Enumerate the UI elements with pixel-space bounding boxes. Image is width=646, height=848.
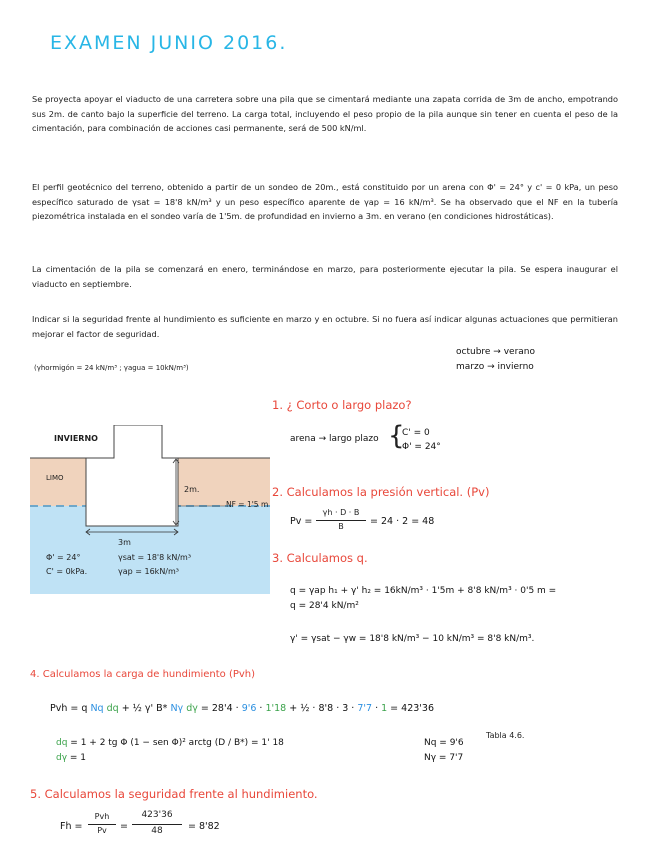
step-5-bar-1: [88, 824, 116, 825]
eq-part-a: Pvh = q: [50, 703, 88, 714]
step-5-num-1: Pvh: [94, 812, 110, 821]
dy-value: = 1: [67, 753, 87, 763]
pile-and-footing: [86, 425, 178, 526]
statement-paragraph-1: Se proyecta apoyar el viaducto de una carretera sobre una pila que se cimentará mediante una zapata corrida de 3m de ancho, empotrando sus 2m. de canto bajo la superficie del terreno. La carga total, incluyendo el peso propio de la pila aunque sin tener en cuenta el peso de la cimentación, para combinación de acciones casi permanente, será de 500 kN/ml.: [32, 94, 618, 134]
ny-value: Nγ = 7'7: [424, 753, 464, 763]
step-4-equation: [50, 703, 434, 714]
step-2-lhs: Pv =: [290, 516, 313, 527]
eq-dy: dγ: [186, 703, 198, 714]
step-5-lhs: Fh =: [60, 821, 83, 832]
step-5-den-2: 48: [151, 826, 163, 836]
step-5-title: 5. Calculamos la seguridad frente al hundimiento.: [30, 787, 318, 801]
eq-part-d: ·: [256, 703, 266, 714]
nq-value: Nq = 9'6: [424, 738, 464, 748]
dq-formula: = 1 + 2 tg Φ (1 − sen Φ)² arctg (D / B*) = 1' 18: [67, 738, 284, 748]
step-2-denominator: B: [338, 522, 344, 531]
dq-label: dq: [56, 738, 68, 748]
eq-part-g: = 423'36: [387, 703, 434, 714]
eq-77: 7'7: [357, 703, 373, 714]
step-2-result: = 24 · 2 = 48: [370, 516, 435, 527]
step-2-fraction-bar: [316, 520, 366, 521]
table-reference: Tabla 4.6.: [486, 731, 525, 740]
figure-season-label: INVIERNO: [54, 434, 98, 443]
depth-label: 2m.: [184, 485, 200, 494]
statement-paragraph-2: El perfil geotécnico del terreno, obtenido a partir de un sondeo de 20m., está constituido por un arena con Φ' = 24° y c' = 0 kPa, un peso específico saturado de γsat = 18'8 kN/m³ y un peso específico aparente de γap = 16 kN/m³. Se ha observado que el NF en la tubería piezométrica instalada en el sondeo varía de 1'5m. de profundidad en invierno a 3m. en verano (en condiciones hidrostáticas).: [32, 182, 618, 222]
eq-nq: Nq: [90, 703, 104, 714]
step-3-title: 3. Calculamos q.: [272, 551, 368, 565]
step-1-title: 1. ¿ Corto o largo plazo?: [272, 398, 412, 412]
statement-paragraph-4: Indicar si la seguridad frente al hundimiento es suficiente en marzo y en octubre. Si no fuera así indicar algunas actuaciones que permitieran mejorar el factor de seguridad.: [32, 314, 618, 339]
step-5-num-2: 423'36: [141, 810, 173, 820]
brace: {: [388, 421, 405, 451]
gamma-ap-label: γap = 16kN/m³: [118, 567, 179, 576]
eq-1: 1: [381, 703, 388, 714]
step-2-numerator: γh · D · B: [322, 508, 360, 517]
eq-part-f: ·: [372, 703, 382, 714]
eq-part-c: = 28'4 ·: [197, 703, 242, 714]
step-1-cohesion: C' = 0: [402, 428, 430, 438]
step-5-equals: =: [120, 821, 128, 832]
nf-label: NF = 1'5 m: [226, 500, 269, 509]
statement-paragraph-3: La cimentación de la pila se comenzará en enero, terminándose en marzo, para posteriormente ejecutar la pila. Se espera inaugurar el viaducto en septiembre.: [32, 264, 618, 289]
eq-part-b: + ½ γ' B*: [118, 703, 171, 714]
page-title: EXAMEN JUNIO 2016.: [50, 32, 288, 54]
eq-part-e: + ½ · 8'8 · 3 ·: [286, 703, 358, 714]
limo-label: LIMO: [46, 474, 64, 482]
step-5-den-1: Pv: [97, 826, 107, 835]
step-2-title: 2. Calculamos la presión vertical. (Pv): [272, 485, 490, 499]
step-1-text: arena → largo plazo: [290, 434, 379, 444]
step-3-line-3: γ' = γsat − γw = 18'8 kN/m³ − 10 kN/m³ = 8'8 kN/m³.: [290, 634, 535, 644]
season-march: marzo → invierno: [456, 362, 534, 372]
phi-label: Φ' = 24°: [46, 553, 81, 562]
eq-96: 9'6: [241, 703, 257, 714]
unit-weights: (γhormigón = 24 kN/m³ ; γagua = 10kN/m³): [34, 364, 189, 372]
cohesion-label: C' = 0kPa.: [46, 567, 88, 576]
step-5-bar-2: [132, 824, 182, 825]
gamma-sat-label: γsat = 18'8 kN/m³: [118, 553, 192, 562]
eq-118: 1'18: [265, 703, 287, 714]
step-5-result: = 8'82: [188, 821, 220, 832]
step-4-dq-line: [56, 738, 284, 748]
step-3-line-1: q = γap h₁ + γ' h₂ = 16kN/m³ · 1'5m + 8'8 kN/m³ · 0'5 m =: [290, 586, 557, 596]
eq-ny: Nγ: [170, 703, 184, 714]
eq-dq: dq: [106, 703, 119, 714]
step-4-title: 4. Calculamos la carga de hundimiento (Pvh): [30, 669, 256, 680]
dy-label: dγ: [56, 753, 68, 763]
step-3-line-2: q = 28'4 kN/m²: [290, 601, 359, 611]
step-4-dy-line: [56, 753, 86, 763]
width-label: 3m: [118, 538, 131, 547]
season-october: octubre → verano: [456, 347, 535, 357]
step-1-phi: Φ' = 24°: [402, 442, 441, 452]
